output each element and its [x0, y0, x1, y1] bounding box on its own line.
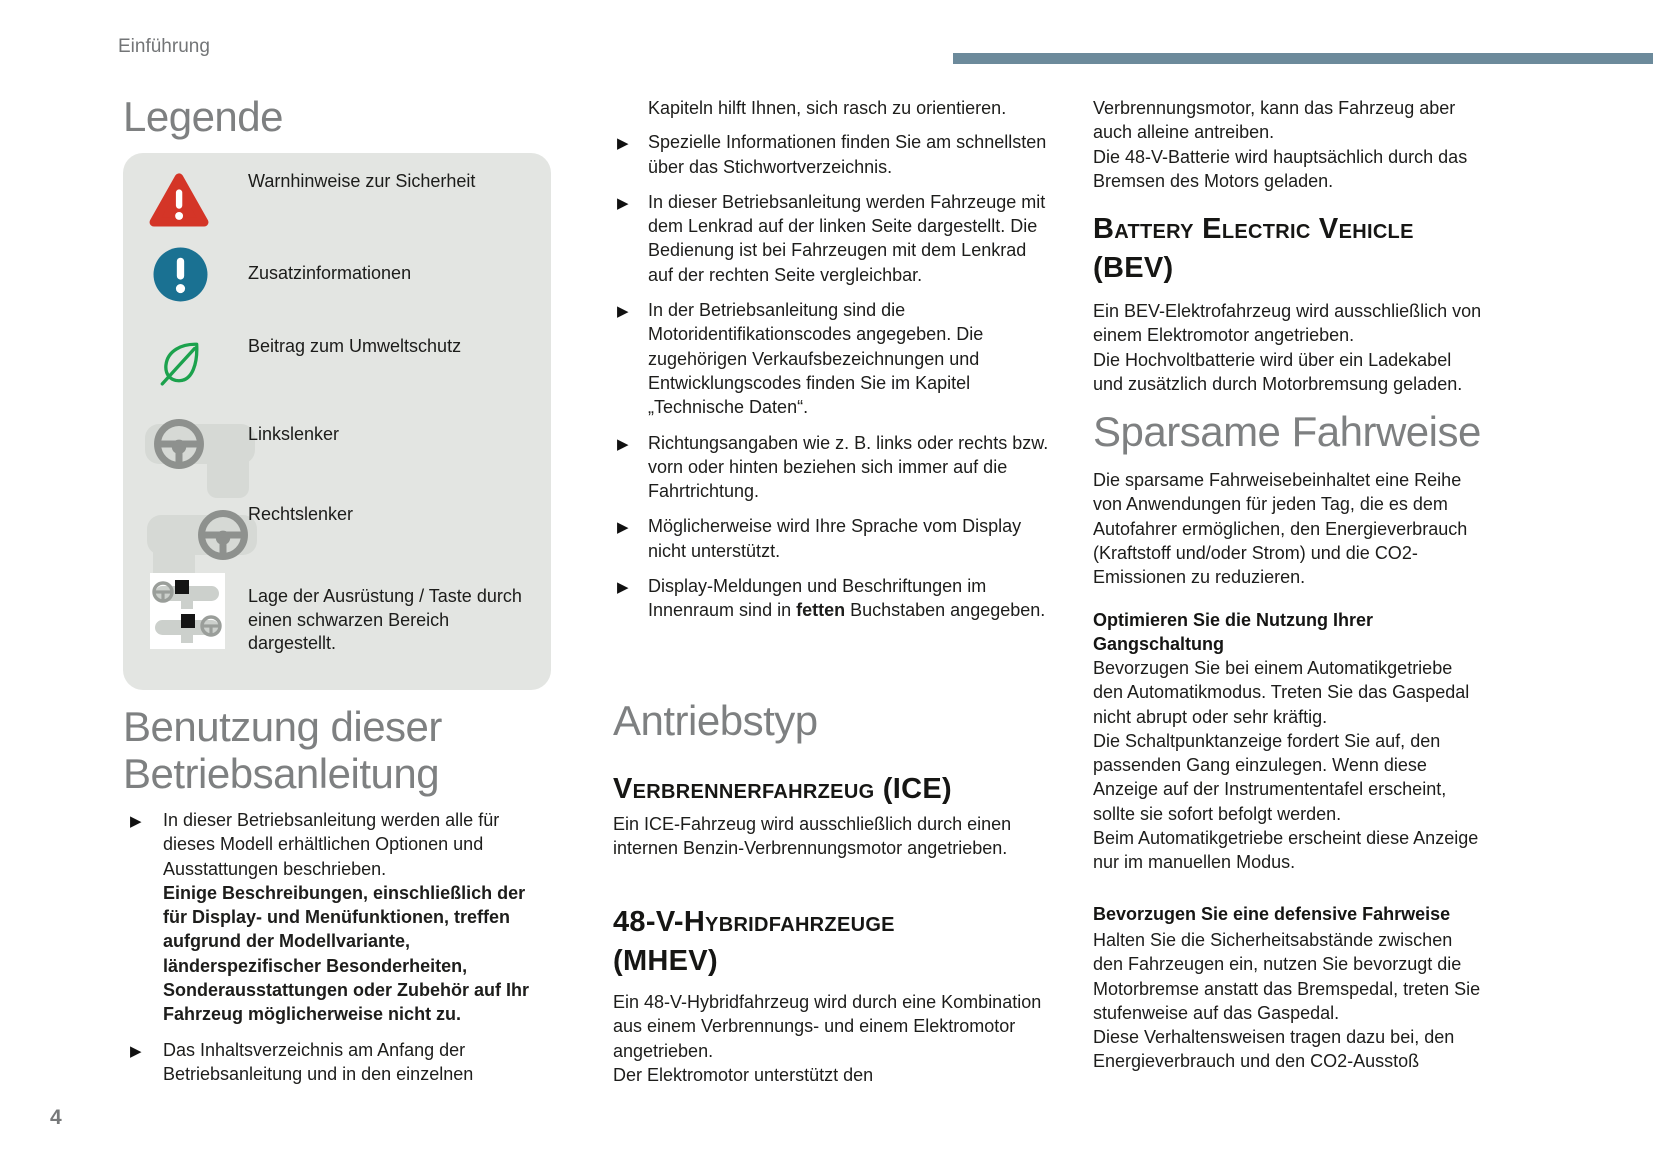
legend-row-lhd — [123, 423, 531, 503]
bev-heading: Battery Electric Vehicle (BEV) — [1093, 213, 1414, 284]
bullet-text: In dieser Betriebsanleitung werden alle für dieses Modell erhältlichen Optionen und Ausstattungen beschrieben. — [163, 810, 500, 879]
column-right — [1093, 0, 1485, 1165]
legend-row-equipment — [123, 585, 531, 695]
mhev-sentence: Ein 48-V-Hybridfahrzeug wird durch eine Kombination aus einem Verbrennungs- und einem Elektromotor angetrieben. — [613, 992, 1042, 1061]
chapter-header: Einführung — [118, 36, 210, 57]
legend-row-info — [123, 262, 531, 335]
bev-sentence: Ein BEV-Elektrofahrzeug wird ausschließlich von einem Elektromotor angetrieben. — [1093, 301, 1482, 346]
legend-label: Lage der Ausrüstung / Taste durch einen schwarzen Bereich dargestellt. — [248, 586, 522, 653]
bullet-text: Spezielle Informationen finden Sie am schnellsten über das Stichwortverzeichnis. — [648, 132, 1047, 177]
legend-label: Zusatzinformationen — [248, 263, 412, 283]
eco-sentence: Bevorzugen Sie bei einem Automatikgetriebe den Automatikmodus. Treten Sie das Gaspedal nicht abrupt oder sehr kräftig. — [1093, 658, 1470, 727]
list-item — [613, 190, 1050, 287]
legend-row-eco — [123, 335, 531, 423]
left-hand-drive-icon — [145, 412, 257, 502]
steering-wheel-icon — [199, 614, 223, 638]
bullet-text: Buchstaben angegeben. — [845, 600, 1046, 621]
equipment-location-icon — [150, 573, 225, 649]
column-middle — [613, 0, 1050, 1165]
eco-sentence: Halten Sie die Sicherheitsabstände zwischen den Fahrzeugen ein, nutzen Sie bevorzugt die Motorbremse anstatt das Bremspedal, treten Sie stufenweise auf das Gaspedal. — [1093, 930, 1481, 1023]
legend-label: Rechtslenker — [248, 504, 354, 524]
bullet-triangle-icon — [617, 516, 629, 540]
list-item — [613, 298, 1050, 419]
bullet-continuation: Kapiteln hilft Ihnen, sich rasch zu orientieren. — [648, 98, 1007, 118]
bullet-text-bold-word: fetten — [796, 600, 846, 621]
list-item — [123, 808, 553, 1027]
list-item — [123, 1038, 553, 1087]
eco-gearbox-paragraph — [1093, 656, 1485, 875]
bullet-triangle-icon — [617, 132, 629, 156]
column-left — [123, 0, 553, 1165]
bullet-text: Das Inhaltsverzeichnis am Anfang der Betriebsanleitung und in den einzelnen — [163, 1039, 474, 1084]
bev-sentence: Die Hochvoltbatterie wird über ein Ladekabel und zusätzlich durch Motorbremsung geladen. — [1093, 349, 1463, 394]
mhev-paragraph — [613, 990, 1050, 1087]
usage-bullet-list-continued — [613, 96, 1050, 634]
list-item — [613, 431, 1050, 504]
eco-defensive-paragraph — [1093, 928, 1485, 1074]
leaf-icon — [155, 337, 205, 387]
bullet-text: In dieser Betriebsanleitung werden Fahrzeuge mit dem Lenkrad auf der linken Seite dargestellt. Die Bedienung ist bei Fahrzeugen mit dem Lenkrad auf der rechten Seite vergleichbar. — [648, 191, 1046, 285]
bullet-triangle-icon — [130, 810, 142, 834]
legend-label: Linkslenker — [248, 424, 340, 444]
ice-heading: Verbrennerfahrzeug (ICE) — [613, 773, 952, 805]
bullet-triangle-icon — [130, 1040, 142, 1064]
warning-triangle-icon — [148, 172, 210, 228]
eco-subheading-gearbox: Optimieren Sie die Nutzung Ihrer Gangschaltung — [1093, 610, 1374, 655]
bev-paragraph — [1093, 299, 1485, 396]
bullet-text: In der Betriebsanleitung sind die Motoridentifikationscodes angegeben. Die zugehörigen Verkaufsbezeichnungen und Entwicklungscodes finden Sie im Kapitel „Technische Daten“. — [648, 300, 984, 418]
eco-section-title: Sparsame Fahrweise — [1093, 408, 1481, 455]
legend-label: Beitrag zum Umweltschutz — [248, 336, 462, 356]
eco-sentence: Die Schaltpunktanzeige fordert Sie auf, den passenden Gang einzulegen. Wenn diese Anzeige auf der Instrumententafel erscheint, sollte sie sofort befolgt werden. — [1093, 730, 1447, 824]
list-item — [613, 514, 1050, 563]
bullet-text: Display-Meldungen und Beschriftungen im Innenraum sind in — [648, 576, 987, 621]
eco-sentence: Diese Verhaltensweisen tragen dazu bei, den Energieverbrauch und den CO2-Ausstoß — [1093, 1027, 1455, 1072]
mhev-sentence: Verbrennungsmotor, kann das Fahrzeug aber auch alleine antreiben. — [1093, 98, 1456, 143]
mhev-sentence: Der Elektromotor unterstützt den — [613, 1064, 874, 1085]
bullet-text: Richtungsangaben wie z. B. links oder rechts bzw. vorn oder hinten beziehen sich immer auf die Fahrtrichtung. — [648, 432, 1049, 502]
bullet-text: Möglicherweise wird Ihre Sprache vom Display nicht unterstützt. — [648, 516, 1022, 561]
usage-section-title: Benutzung dieser Betriebsanleitung — [123, 703, 442, 797]
usage-bullet-list — [123, 808, 553, 1097]
bullet-triangle-icon — [617, 300, 629, 324]
mhev-sentence: Die 48-V-Batterie wird hauptsächlich durch das Bremsen des Motors geladen. — [1093, 146, 1468, 191]
drivetrain-section-title: Antriebstyp — [613, 697, 818, 744]
list-item — [613, 574, 1050, 623]
steering-wheel-icon — [151, 580, 175, 604]
bullet-triangle-icon — [617, 433, 629, 457]
bullet-text-bold: Einige Beschreibungen, einschließlich der für Display- und Menüfunktionen, treffen aufgrund der Modellvariante, länderspezifischer Besonderheiten, Sonderausstattungen oder Zubehör auf Ihr Fahrzeug möglicherweise nicht zu. — [163, 882, 530, 1025]
eco-sentence: Beim Automatikgetriebe erscheint diese Anzeige nur im manuellen Modus. — [1093, 828, 1479, 873]
bullet-triangle-icon — [617, 576, 629, 600]
mhev-heading: 48-V-Hybridfahrzeuge (MHEV) — [613, 906, 895, 977]
ice-paragraph: Ein ICE-Fahrzeug wird ausschließlich durch einen internen Benzin-Verbrennungsmotor angetrieben. — [613, 814, 1012, 859]
bullet-triangle-icon — [617, 192, 629, 216]
eco-subheading-defensive: Bevorzugen Sie eine defensive Fahrweise — [1093, 904, 1451, 924]
info-circle-icon — [153, 247, 208, 302]
legend-label: Warnhinweise zur Sicherheit — [248, 171, 476, 191]
list-item — [613, 130, 1050, 179]
legend-title: Legende — [123, 93, 284, 140]
eco-intro-paragraph: Die sparsame Fahrweisebeinhaltet eine Reihe von Anwendungen für jeden Tag, die es dem Autofahrer ermöglichen, den Energieverbrauch (Kraftstoff und/oder Strom) und die CO2-Emissionen zu reduzieren. — [1093, 470, 1468, 588]
page-number: 4 — [50, 1106, 62, 1129]
legend-box — [123, 153, 551, 690]
mhev-paragraph-continued — [1093, 96, 1485, 193]
